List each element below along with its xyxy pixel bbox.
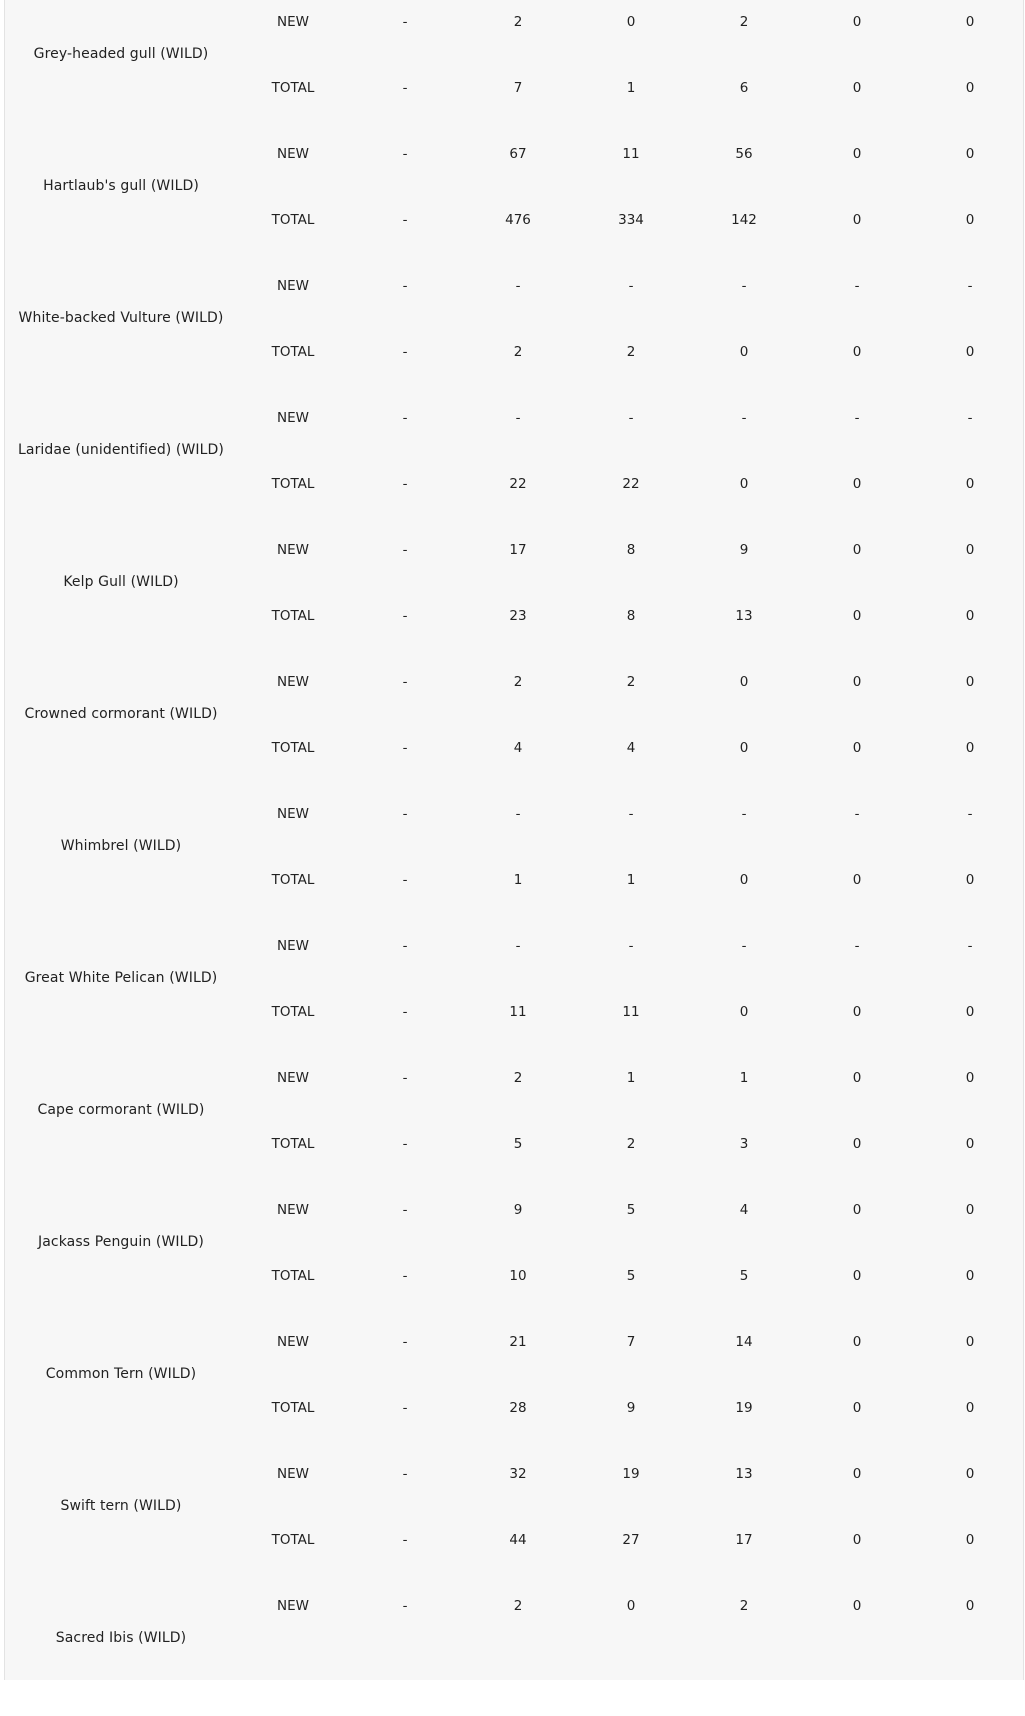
value-cell: - (402, 344, 408, 360)
value-cell: - (402, 1532, 408, 1548)
total-row-label: TOTAL (271, 740, 315, 756)
value-cell: 10 (509, 1268, 527, 1284)
total-row-label: TOTAL (271, 344, 315, 360)
species-name: Swift tern (WILD) (60, 1498, 182, 1514)
species-name: Cape cormorant (WILD) (37, 1102, 205, 1118)
species-name: Sacred Ibis (WILD) (55, 1630, 187, 1646)
value-cell: 27 (622, 1532, 640, 1548)
value-cell: 14 (735, 1334, 753, 1350)
new-row-label: NEW (277, 1202, 309, 1218)
value-cell: 0 (965, 1400, 975, 1416)
value-cell: - (854, 938, 860, 954)
value-cell: 9 (739, 542, 749, 558)
value-cell: 0 (965, 542, 975, 558)
value-cell: 9 (626, 1400, 636, 1416)
value-cell: 0 (626, 1598, 636, 1614)
new-row (5, 1462, 1023, 1486)
new-row-label: NEW (277, 146, 309, 162)
species-group (5, 132, 1023, 264)
value-cell: 0 (965, 14, 975, 30)
value-cell: 0 (739, 674, 749, 690)
species-group (5, 792, 1023, 924)
value-cell: 0 (852, 1070, 862, 1086)
value-cell: - (967, 410, 973, 426)
value-cell: 7 (626, 1334, 636, 1350)
value-cell: - (402, 542, 408, 558)
value-cell: 2 (626, 674, 636, 690)
value-cell: 8 (626, 542, 636, 558)
value-cell: - (515, 278, 521, 294)
value-cell: - (402, 410, 408, 426)
value-cell: 0 (852, 1268, 862, 1284)
value-cell: 0 (965, 212, 975, 228)
value-cell: 56 (735, 146, 753, 162)
value-cell: 2 (739, 1598, 749, 1614)
species-name: Hartlaub's gull (WILD) (43, 178, 199, 194)
value-cell: 0 (852, 212, 862, 228)
value-cell: - (741, 938, 747, 954)
value-cell: 0 (965, 1070, 975, 1086)
new-row-label: NEW (277, 674, 309, 690)
value-cell: 0 (852, 1004, 862, 1020)
species-group (5, 1452, 1023, 1584)
value-cell: 2 (626, 344, 636, 360)
value-cell: 11 (622, 1004, 640, 1020)
species-name: Common Tern (WILD) (45, 1366, 197, 1382)
value-cell: 0 (852, 14, 862, 30)
total-row (5, 736, 1023, 760)
value-cell: 0 (965, 1466, 975, 1482)
new-row (5, 274, 1023, 298)
value-cell: - (515, 410, 521, 426)
value-cell: - (854, 410, 860, 426)
species-group (5, 1188, 1023, 1320)
value-cell: 0 (852, 740, 862, 756)
value-cell: 0 (852, 542, 862, 558)
value-cell: - (402, 1268, 408, 1284)
value-cell: - (628, 938, 634, 954)
value-cell: 0 (852, 476, 862, 492)
total-row (5, 1396, 1023, 1420)
value-cell: - (402, 872, 408, 888)
new-row-label: NEW (277, 542, 309, 558)
value-cell: 0 (965, 740, 975, 756)
species-group (5, 1320, 1023, 1452)
new-row (5, 1330, 1023, 1354)
new-row-label: NEW (277, 1070, 309, 1086)
total-row (5, 208, 1023, 232)
value-cell: 13 (735, 608, 753, 624)
value-cell: 0 (852, 1598, 862, 1614)
species-name: Jackass Penguin (WILD) (38, 1234, 204, 1250)
value-cell: 11 (622, 146, 640, 162)
new-row (5, 934, 1023, 958)
new-row-label: NEW (277, 806, 309, 822)
value-cell: 32 (509, 1466, 527, 1482)
new-row (5, 802, 1023, 826)
total-row-label: TOTAL (271, 1004, 315, 1020)
value-cell: - (402, 278, 408, 294)
total-row-label: TOTAL (271, 1400, 315, 1416)
value-cell: - (402, 14, 408, 30)
value-cell: 7 (513, 80, 523, 96)
total-row (5, 472, 1023, 496)
value-cell: 0 (739, 1004, 749, 1020)
value-cell: 0 (852, 1532, 862, 1548)
value-cell: 0 (852, 608, 862, 624)
new-row-label: NEW (277, 1334, 309, 1350)
value-cell: - (402, 1004, 408, 1020)
new-row (5, 10, 1023, 34)
value-cell: 19 (622, 1466, 640, 1482)
value-cell: - (967, 938, 973, 954)
value-cell: - (402, 1334, 408, 1350)
new-row (5, 1066, 1023, 1090)
total-row-label: TOTAL (271, 608, 315, 624)
total-row (5, 868, 1023, 892)
value-cell: - (402, 938, 408, 954)
new-row-label: NEW (277, 1598, 309, 1614)
value-cell: 17 (509, 542, 527, 558)
species-name: White-backed Vulture (WILD) (18, 310, 224, 326)
value-cell: - (402, 1136, 408, 1152)
species-group (5, 924, 1023, 1056)
value-cell: 13 (735, 1466, 753, 1482)
value-cell: 2 (513, 14, 523, 30)
value-cell: 9 (513, 1202, 523, 1218)
new-row-label: NEW (277, 938, 309, 954)
value-cell: 0 (965, 608, 975, 624)
value-cell: 1 (513, 872, 523, 888)
value-cell: 6 (739, 80, 749, 96)
value-cell: 4 (626, 740, 636, 756)
value-cell: 334 (618, 212, 644, 228)
value-cell: 0 (852, 1334, 862, 1350)
value-cell: - (515, 806, 521, 822)
value-cell: 0 (965, 872, 975, 888)
value-cell: 22 (622, 476, 640, 492)
value-cell: 2 (513, 344, 523, 360)
species-report-table (5, 0, 1023, 1716)
value-cell: 5 (513, 1136, 523, 1152)
species-group (5, 0, 1023, 132)
species-name: Kelp Gull (WILD) (63, 574, 179, 590)
total-row (5, 1528, 1023, 1552)
total-row (5, 1000, 1023, 1024)
total-row-label: TOTAL (271, 80, 315, 96)
value-cell: 0 (965, 1598, 975, 1614)
value-cell: 0 (965, 476, 975, 492)
total-row-label: TOTAL (271, 476, 315, 492)
value-cell: 0 (965, 344, 975, 360)
species-name: Whimbrel (WILD) (60, 838, 182, 854)
species-name: Grey-headed gull (WILD) (33, 46, 209, 62)
value-cell: 0 (965, 1334, 975, 1350)
new-row (5, 670, 1023, 694)
value-cell: - (402, 1400, 408, 1416)
value-cell: 0 (739, 344, 749, 360)
new-row (5, 538, 1023, 562)
value-cell: 0 (965, 1532, 975, 1548)
total-row-label: TOTAL (271, 212, 315, 228)
value-cell: 22 (509, 476, 527, 492)
value-cell: 23 (509, 608, 527, 624)
value-cell: 0 (965, 1004, 975, 1020)
value-cell: - (741, 806, 747, 822)
new-row-label: NEW (277, 14, 309, 30)
value-cell: 0 (965, 1268, 975, 1284)
value-cell: - (402, 476, 408, 492)
value-cell: 28 (509, 1400, 527, 1416)
new-row-label: NEW (277, 278, 309, 294)
value-cell: 0 (965, 674, 975, 690)
value-cell: 44 (509, 1532, 527, 1548)
value-cell: - (967, 806, 973, 822)
value-cell: - (402, 1202, 408, 1218)
species-group (5, 264, 1023, 396)
value-cell: 5 (626, 1202, 636, 1218)
species-group (5, 1584, 1023, 1716)
value-cell: 1 (626, 872, 636, 888)
value-cell: - (402, 146, 408, 162)
value-cell: - (854, 278, 860, 294)
value-cell: 0 (852, 1466, 862, 1482)
value-cell: - (402, 1598, 408, 1614)
value-cell: 2 (513, 1598, 523, 1614)
value-cell: 0 (852, 344, 862, 360)
value-cell: 0 (852, 146, 862, 162)
value-cell: 476 (505, 212, 531, 228)
value-cell: - (967, 278, 973, 294)
value-cell: - (402, 806, 408, 822)
new-row (5, 1198, 1023, 1222)
total-row (5, 1264, 1023, 1288)
value-cell: 2 (626, 1136, 636, 1152)
value-cell: - (628, 278, 634, 294)
value-cell: - (854, 806, 860, 822)
value-cell: - (402, 608, 408, 624)
value-cell: - (402, 674, 408, 690)
value-cell: 5 (626, 1268, 636, 1284)
value-cell: 21 (509, 1334, 527, 1350)
species-group (5, 1056, 1023, 1188)
total-row-label: TOTAL (271, 1136, 315, 1152)
value-cell: - (402, 1466, 408, 1482)
species-group (5, 396, 1023, 528)
value-cell: - (741, 410, 747, 426)
total-row (5, 340, 1023, 364)
value-cell: 8 (626, 608, 636, 624)
value-cell: - (515, 938, 521, 954)
value-cell: - (628, 806, 634, 822)
new-row (5, 406, 1023, 430)
new-row (5, 142, 1023, 166)
value-cell: - (402, 1070, 408, 1086)
value-cell: - (402, 740, 408, 756)
value-cell: 1 (626, 1070, 636, 1086)
value-cell: 4 (739, 1202, 749, 1218)
total-row-label: TOTAL (271, 872, 315, 888)
value-cell: - (402, 212, 408, 228)
species-group (5, 660, 1023, 792)
value-cell: 0 (852, 674, 862, 690)
value-cell: 0 (739, 872, 749, 888)
total-row-label: TOTAL (271, 1268, 315, 1284)
report-panel (4, 0, 1024, 1680)
value-cell: 0 (739, 740, 749, 756)
species-name: Laridae (unidentified) (WILD) (17, 442, 224, 458)
value-cell: 2 (513, 1070, 523, 1086)
total-row (5, 604, 1023, 628)
value-cell: 0 (965, 1202, 975, 1218)
value-cell: 1 (626, 80, 636, 96)
total-row (5, 76, 1023, 100)
value-cell: 11 (509, 1004, 527, 1020)
value-cell: 1 (739, 1070, 749, 1086)
value-cell: 5 (739, 1268, 749, 1284)
new-row (5, 1594, 1023, 1618)
value-cell: 0 (965, 146, 975, 162)
value-cell: - (741, 278, 747, 294)
new-row-label: NEW (277, 1466, 309, 1482)
value-cell: 0 (852, 1202, 862, 1218)
value-cell: 0 (852, 1136, 862, 1152)
species-group (5, 528, 1023, 660)
value-cell: 67 (509, 146, 527, 162)
species-name: Crowned cormorant (WILD) (24, 706, 218, 722)
value-cell: 0 (965, 80, 975, 96)
value-cell: 0 (852, 1400, 862, 1416)
total-row (5, 1132, 1023, 1156)
value-cell: 2 (739, 14, 749, 30)
value-cell: 2 (513, 674, 523, 690)
value-cell: 0 (852, 872, 862, 888)
value-cell: - (402, 80, 408, 96)
value-cell: 19 (735, 1400, 753, 1416)
value-cell: 4 (513, 740, 523, 756)
value-cell: 17 (735, 1532, 753, 1548)
value-cell: 0 (626, 14, 636, 30)
value-cell: 142 (731, 212, 757, 228)
value-cell: 0 (852, 80, 862, 96)
new-row-label: NEW (277, 410, 309, 426)
value-cell: 3 (739, 1136, 749, 1152)
value-cell: 0 (965, 1136, 975, 1152)
species-name: Great White Pelican (WILD) (24, 970, 218, 986)
total-row-label: TOTAL (271, 1532, 315, 1548)
value-cell: 0 (739, 476, 749, 492)
value-cell: - (628, 410, 634, 426)
